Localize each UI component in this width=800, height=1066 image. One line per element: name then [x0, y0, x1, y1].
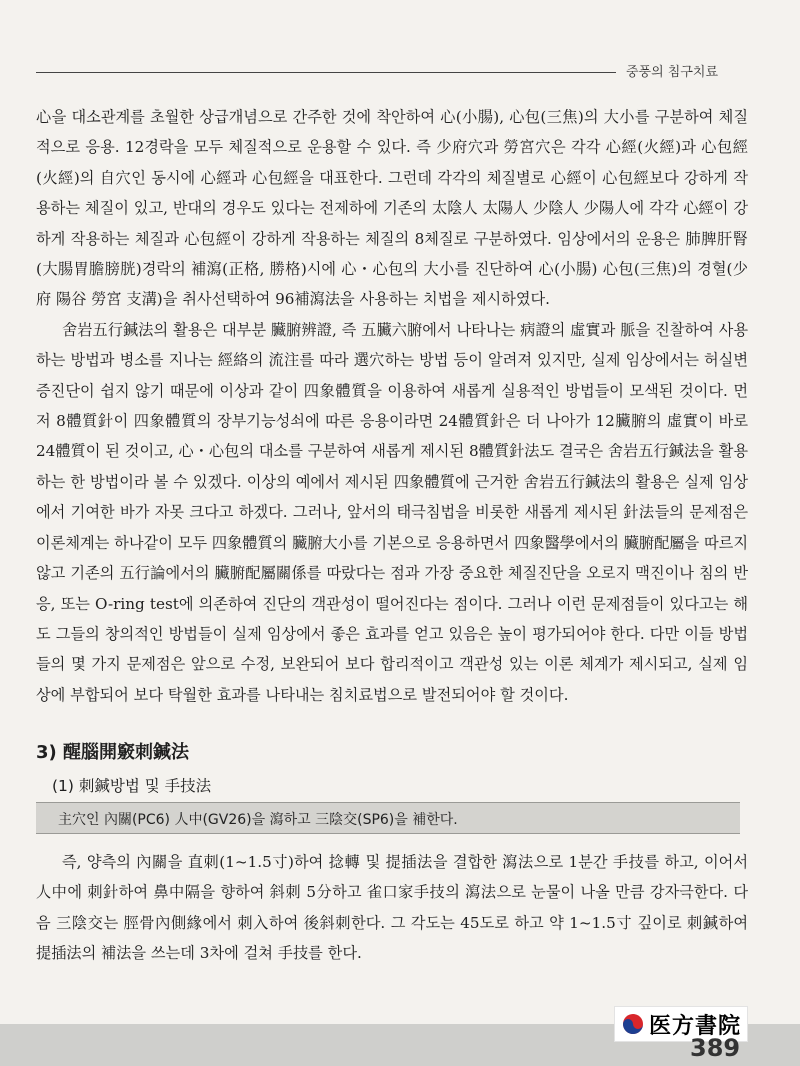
section-heading: 3) 醒腦開竅刺鍼法 [36, 742, 190, 763]
paragraph-text: 舍岩五行鍼法의 활용은 대부분 臟腑辨證, 즉 五臟六腑에서 나타나는 病證의 虛實과 脈을 진찰하여 사용하는 방법과 병소를 지나는 經絡의 流注를 따라 選穴하는 방법 등이 알려져 있지만, 실제 임상에서는 허실변증진단이 쉽지 않기 때문에 이상과 같이 四象體質을 이용하여 새롭게 실용적인 방법들이 모색된 것이다. 먼저 8體質針이 四象體質의 장부기능성쇠에 따른 응용이라면 24體質針은 더 나아가 12臟腑의 虛實이 바로 24體質이 된 것이고, 心・心包의 대소를 구분하여 새롭게 제시된 8體質針法도 결국은 舍岩五行鍼法을 활용하는 한 방법이라 볼 수 있겠다. 이상의 예에서 제시된 四象體質에 근거한 舍岩五行鍼法의 활용은 실제 임상에서 기여한 바가 자못 크다고 하겠다. 그러나, 앞서의 태극침법을 비롯한 새롭게 제시된 針法들의 문제점은 이론체계는 하나같이 모두 四象體質의 臟腑大小를 기본으로 응용하면서 四象醫學에서의 臟腑配屬을 따르지 않고 기존의 五行論에서의 臟腑配屬關係를 따랐다는 점과 가장 중요한 체질진단을 오로지 맥진이나 침의 반응, 또는 O-ring test에 의존하여 진단의 객관성이 떨어진다는 점이다. 그러나 이런 문제점들이 있다고는 해도 그들의 창의적인 방법들이 실제 임상에서 좋은 효과를 얻고 있음은 높이 평가되어야 한다. 다만 이들 방법들의 몇 가지 문제점은 앞으로 수정, 보완되어 보다 합리적이고 객관성 있는 이론 체계가 제시되고, 실제 임상에 부합되어 보다 탁월한 효과를 나타내는 침치료법으로 발전되어야 할 것이다. [36, 320, 748, 704]
body-text [36, 102, 748, 710]
page-number: 389 [690, 1034, 741, 1062]
header-rule [36, 72, 616, 73]
sub-heading: (1) 刺鍼방법 및 手技法 [52, 777, 212, 795]
logo-mark-icon [621, 1013, 645, 1035]
highlight-text: 主穴인 內關(PC6) 人中(GV26)을 瀉하고 三陰交(SP6)을 補한다. [58, 812, 458, 828]
body-text-2 [36, 847, 748, 969]
running-header: 중풍의 침구치료 [626, 65, 719, 80]
paragraph-1 [36, 102, 748, 315]
paragraph-3 [36, 847, 748, 969]
highlight-box [36, 802, 740, 834]
paragraph-2 [36, 315, 748, 710]
paragraph-text: 즉, 양측의 內關을 直刺(1~1.5寸)하여 捻轉 및 提插法을 결합한 瀉法으로 1분간 手技를 하고, 이어서 人中에 刺針하여 鼻中隔을 향하여 斜刺 5分하고 雀口家手技의 瀉法으로 눈물이 나올 만큼 강자극한다. 다음 三陰交는 脛骨內側緣에서 刺入하여 後斜刺한다. 그 각도는 45도로 하고 약 1~1.5寸 깊이로 刺鍼하여 提插法의 補法을 쓰는데 3차에 걸쳐 手技를 한다. [36, 853, 748, 963]
publisher-name: 医方書院 [649, 1013, 742, 1039]
paragraph-text: 心을 대소관계를 초월한 상급개념으로 간주한 것에 착안하여 心(小腸), 心包(三焦)의 大小를 구분하여 체질적으로 응용. 12경락을 모두 체질적으로 운용할 수 있다. 즉 少府穴과 勞宮穴은 각각 心經(火經)과 心包經(火經)의 自穴인 동시에 心經과 心包經을 대표한다. 그런데 각각의 체질별로 心經이 心包經보다 강하게 작용하는 체질이 있고, 반대의 경우도 있다는 전제하에 기존의 太陰人 太陽人 少陰人 少陽人에 각각 心經이 강하게 작용하는 체질과 心包經이 강하게 작용하는 체질의 8체질로 구분하였다. 임상에서의 운용은 肺脾肝腎(大腸胃膽膀胱)경락의 補瀉(正格, 勝格)시에 心・心包의 大小를 진단하여 心(小腸) 心包(三焦)의 경혈(少府 陽谷 勞宮 支溝)을 취사선택하여 96補瀉法을 사용하는 치법을 제시하였다. [36, 108, 748, 309]
